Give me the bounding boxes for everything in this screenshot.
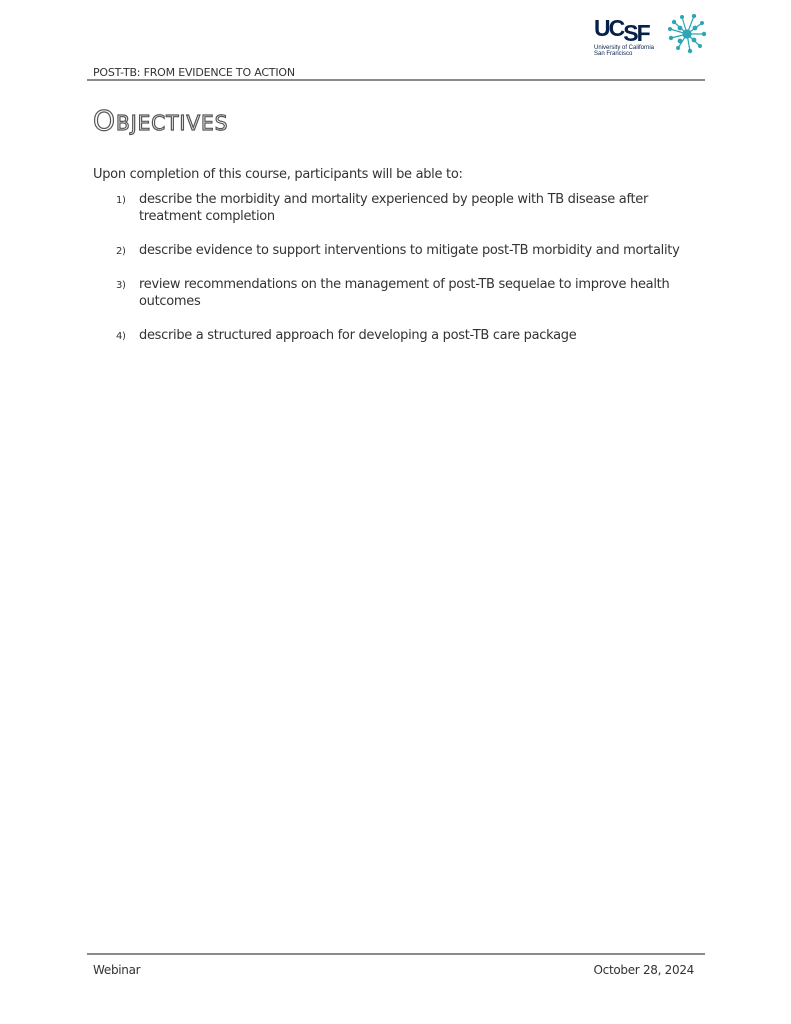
center-logo — [668, 14, 744, 54]
list-item-text: describe the morbidity and mortality experienced by people with TB disease after treatment completion — [139, 192, 649, 224]
list-item-text: describe evidence to support interventions to mitigate post-TB morbidity and mortality — [139, 243, 680, 258]
intro-text: Upon completion of this course, participants will be able to: — [93, 167, 463, 182]
list-item-text: describe a structured approach for developing a post-TB care package — [139, 328, 577, 343]
footer-event: Webinar — [93, 963, 141, 977]
objectives-list — [116, 191, 696, 361]
list-item-number: 3) — [116, 280, 126, 291]
list-item-number: 4) — [116, 331, 126, 342]
footer-date: October 28, 2024 — [593, 963, 694, 977]
page-title: Objectives — [93, 104, 229, 137]
ucsf-wordmark: UCSF — [594, 15, 649, 46]
header-divider — [87, 79, 705, 81]
list-item — [116, 327, 696, 344]
list-item — [116, 242, 696, 259]
list-item — [116, 276, 696, 310]
list-item — [116, 191, 696, 225]
list-item-number: 2) — [116, 246, 126, 257]
list-item-text: review recommendations on the management of post-TB sequelae to improve health outcomes — [139, 277, 670, 309]
ucsf-subtext: University of California San Francisco — [594, 45, 655, 57]
running-header: POST-TB: FROM EVIDENCE TO ACTION — [93, 66, 295, 79]
starburst-icon — [668, 14, 706, 54]
list-item-number: 1) — [116, 195, 126, 206]
ucsf-logo — [594, 16, 658, 58]
footer-divider — [87, 953, 705, 955]
